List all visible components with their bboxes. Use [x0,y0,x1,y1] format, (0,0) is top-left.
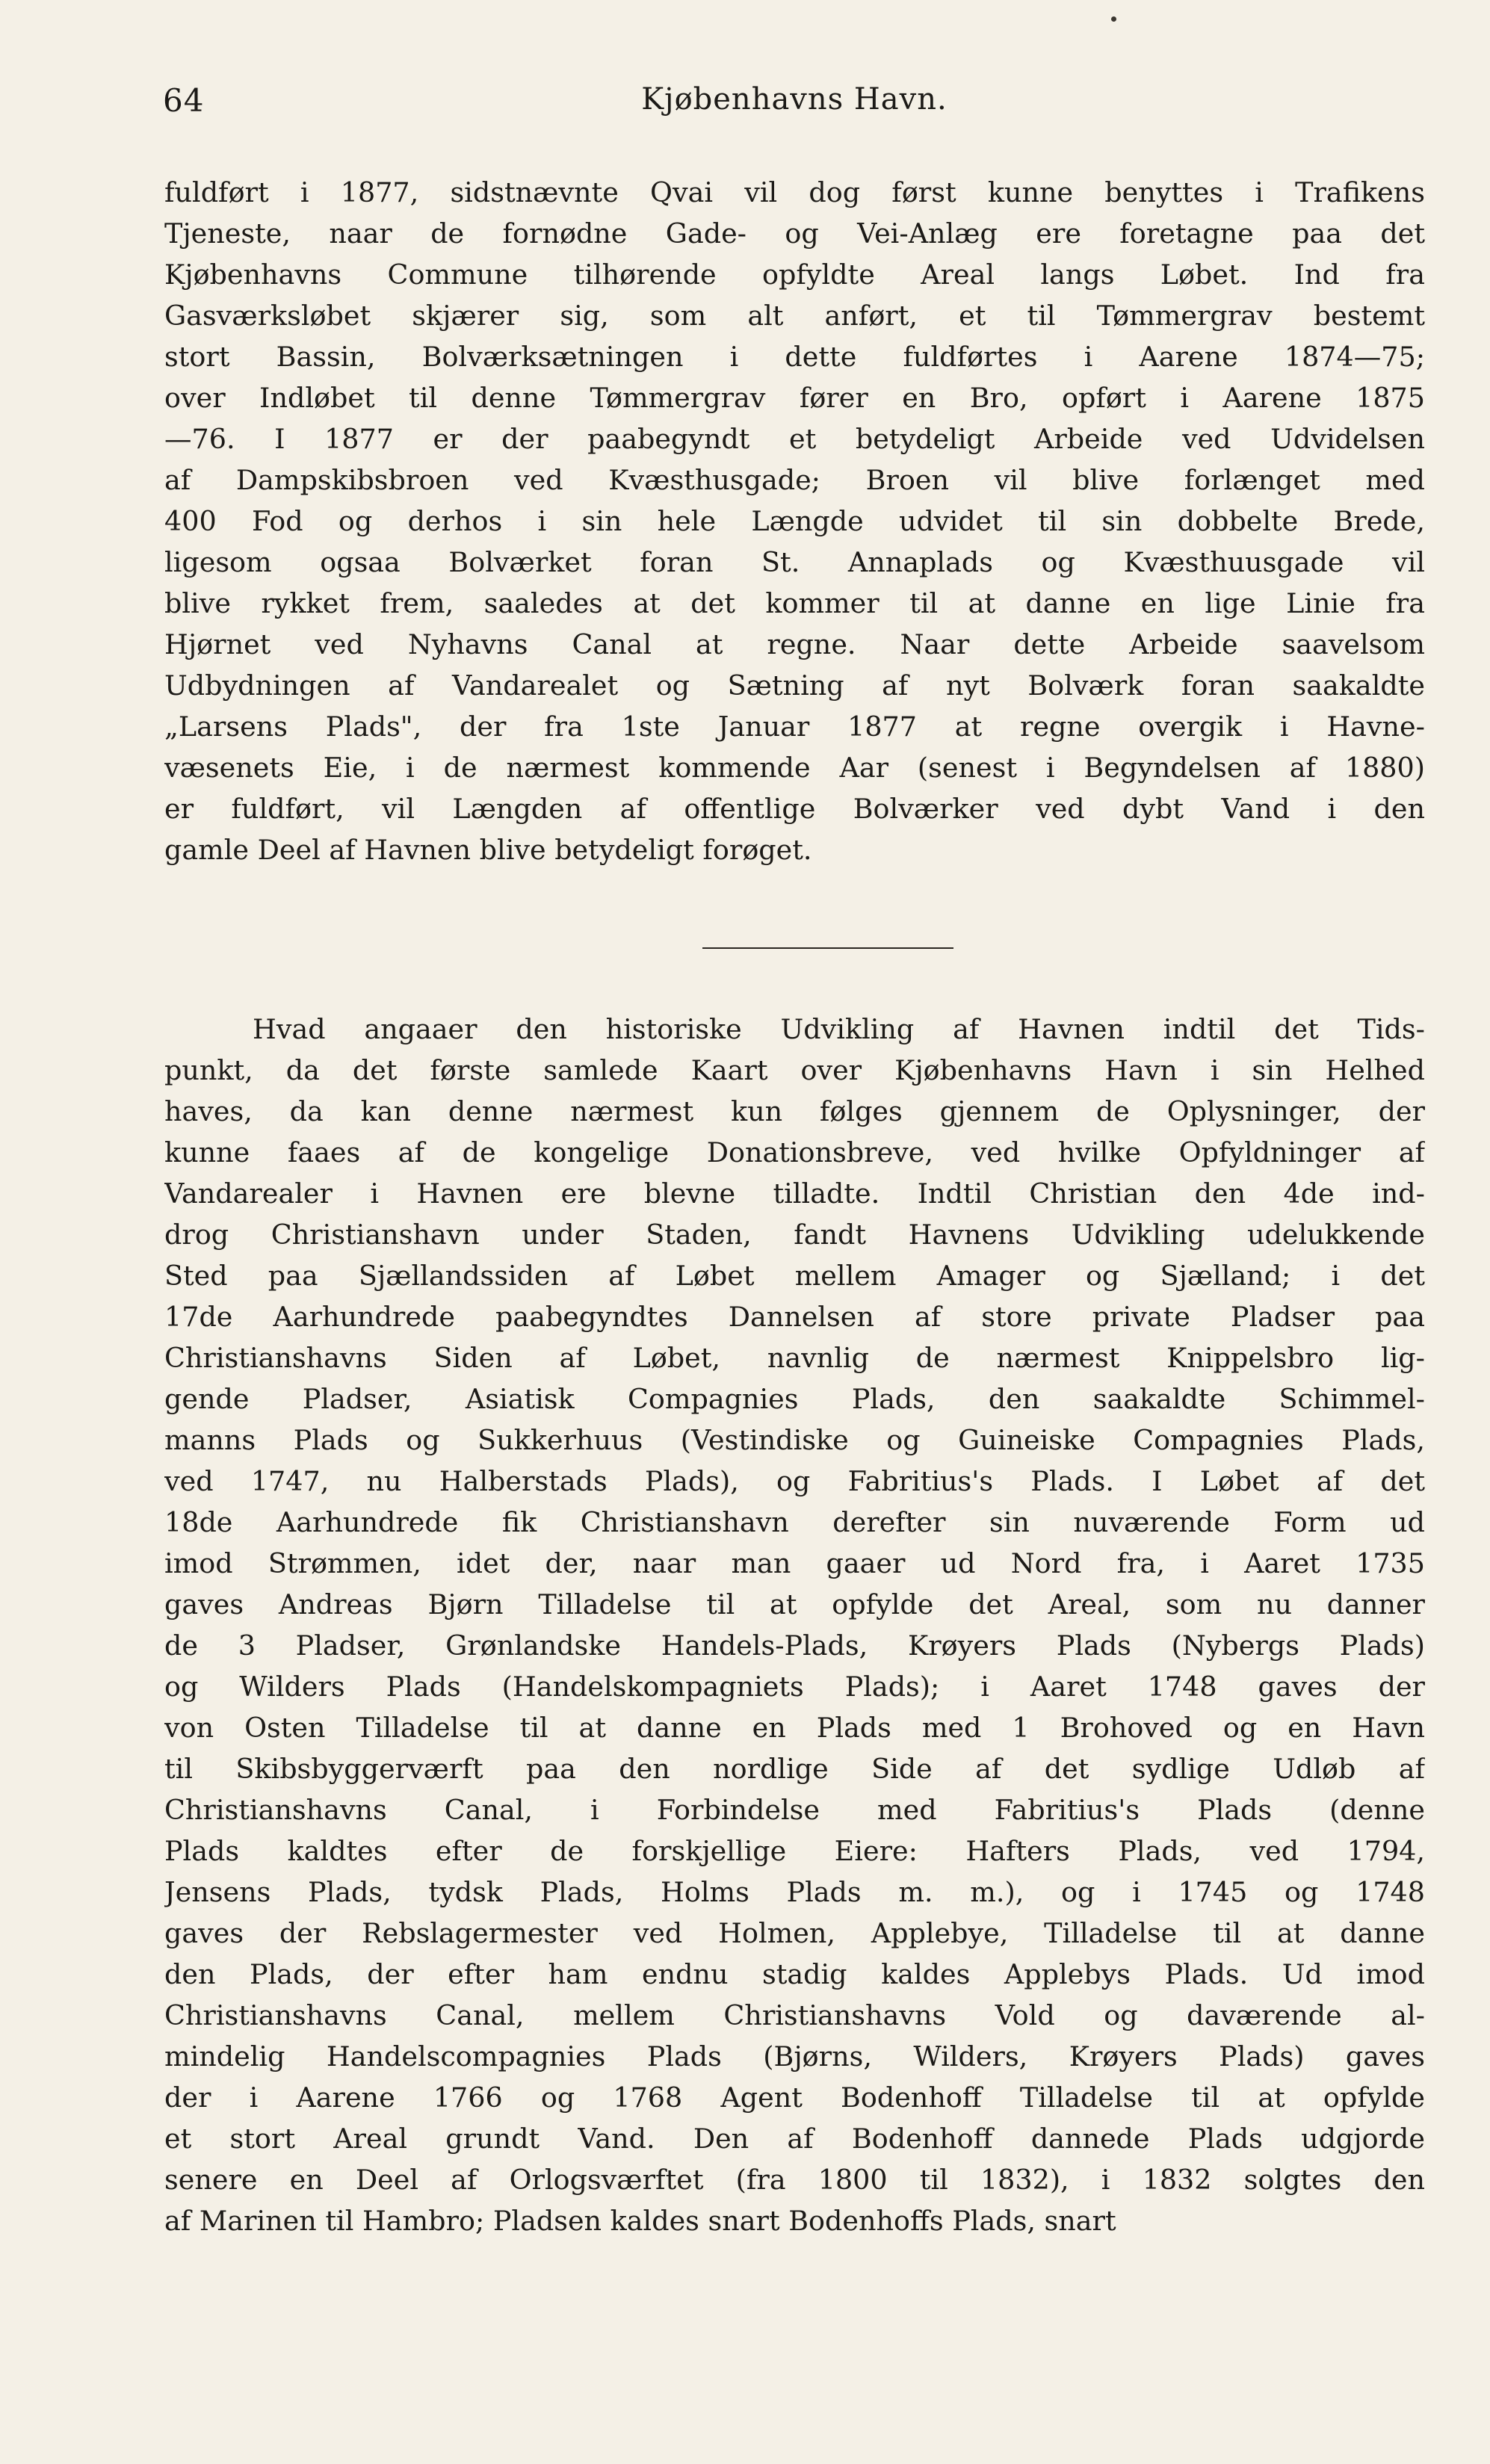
page-header [163,81,1426,126]
text-line: et stort Areal grundt Vand. Den af Bodenhoff dannede Plads udgjorde [164,2123,1425,2155]
text-line: Kjøbenhavns Commune tilhørende opfyldte Areal langs Løbet. Ind fra [164,259,1425,291]
text-line: til Skibsbyggerværft paa den nordlige Side af det sydlige Udløb af [164,1753,1425,1785]
text-line: von Osten Tilladelse til at danne en Plads med 1 Brohoved og en Havn [164,1712,1425,1744]
text-line: 18de Aarhundrede fik Christianshavn derefter sin nuværende Form ud [164,1506,1425,1538]
text-line: Vandarealer i Havnen ere blevne tilladte. Indtil Christian den 4de ind- [164,1177,1425,1210]
text-line: Plads kaldtes efter de forskjellige Eiere: Hafters Plads, ved 1794, [164,1835,1425,1867]
text-line: Sted paa Sjællandssiden af Løbet mellem Amager og Sjælland; i det [164,1260,1425,1292]
text-line: er fuldført, vil Længden af offentlige Bolværker ved dybt Vand i den [164,793,1425,825]
text-line: manns Plads og Sukkerhuus (Vestindiske og Guineiske Compagnies Plads, [164,1424,1425,1456]
text-line: de 3 Pladser, Grønlandske Handels-Plads, Krøyers Plads (Nybergs Plads) [164,1629,1425,1662]
text-line: fuldført i 1877, sidstnævnte Qvai vil dog først kunne benyttes i Trafikens [164,176,1425,208]
section-divider [702,947,953,949]
text-line: og Wilders Plads (Handelskompagniets Plads); i Aaret 1748 gaves der [164,1671,1425,1703]
paragraph-harbour-works [164,172,1425,870]
text-line: gaves der Rebslagermester ved Holmen, Applebye, Tilladelse til at danne [164,1917,1425,1949]
text-line: kunne faaes af de kongelige Donationsbreve, ved hvilke Opfyldninger af [164,1136,1425,1168]
text-line: Gasværksløbet skjærer sig, som alt anført, et til Tømmergrav bestemt [164,300,1425,332]
text-line: punkt, da det første samlede Kaart over Kjøbenhavns Havn i sin Helhed [164,1054,1425,1086]
running-title: Kjøbenhavns Havn. [641,82,948,117]
text-line: imod Strømmen, idet der, naar man gaaer ud Nord fra, i Aaret 1735 [164,1547,1425,1579]
text-line: „Larsens Plads", der fra 1ste Januar 1877 at regne overgik i Havne- [164,711,1425,743]
text-line: den Plads, der efter ham endnu stadig kaldes Applebys Plads. Ud imod [164,1958,1425,1990]
text-line: ligesom ogsaa Bolværket foran St. Annaplads og Kvæsthuusgade vil [164,546,1425,578]
text-line: drog Christianshavn under Staden, fandt Havnens Udvikling udelukkende [164,1219,1425,1251]
text-line: ved 1747, nu Halberstads Plads), og Fabritius's Plads. I Løbet af det [164,1465,1425,1497]
text-line: stort Bassin, Bolværksætningen i dette fuldførtes i Aarene 1874—75; [164,341,1425,373]
text-line: af Marinen til Hambro; Pladsen kaldes snart Bodenhoffs Plads, snart [164,2205,1116,2237]
text-line: gamle Deel af Havnen blive betydeligt forøget. [164,834,812,866]
text-line: —76. I 1877 er der paabegyndt et betydeligt Arbeide ved Udvidelsen [164,423,1425,455]
text-line: Hvad angaaer den historiske Udvikling af Havnen indtil det Tids- [253,1013,1425,1045]
paragraph-historical-development [164,1009,1425,2241]
text-line: der i Aarene 1766 og 1768 Agent Bodenhoff Tilladelse til at opfylde [164,2081,1425,2114]
text-line: gaves Andreas Bjørn Tilladelse til at opfylde det Areal, som nu danner [164,1588,1425,1621]
ink-speck [1111,16,1116,22]
text-line: mindelig Handelscompagnies Plads (Bjørns, Wilders, Krøyers Plads) gaves [164,2040,1425,2073]
text-line: over Indløbet til denne Tømmergrav fører en Bro, opført i Aarene 1875 [164,382,1425,414]
text-line: Christianshavns Canal, i Forbindelse med Fabritius's Plads (denne [164,1794,1425,1826]
text-line: 17de Aarhundrede paabegyndtes Dannelsen af store private Pladser paa [164,1301,1425,1333]
text-line: Udbydningen af Vandarealet og Sætning af nyt Bolværk foran saakaldte [164,669,1425,702]
text-line: haves, da kan denne nærmest kun følges gjennem de Oplysninger, der [164,1095,1425,1127]
page-number: 64 [163,82,205,119]
text-line: Hjørnet ved Nyhavns Canal at regne. Naar dette Arbeide saavelsom [164,628,1425,660]
text-line: væsenets Eie, i de nærmest kommende Aar (senest i Begyndelsen af 1880) [164,752,1425,784]
text-line: Christianshavns Canal, mellem Christianshavns Vold og daværende al- [164,1999,1425,2031]
text-line: 400 Fod og derhos i sin hele Længde udvidet til sin dobbelte Brede, [164,505,1425,537]
text-line: senere en Deel af Orlogsværftet (fra 1800 til 1832), i 1832 solgtes den [164,2164,1425,2196]
text-line: Christianshavns Siden af Løbet, navnlig de nærmest Knippelsbro lig- [164,1342,1425,1374]
text-line: gende Pladser, Asiatisk Compagnies Plads, den saakaldte Schimmel- [164,1383,1425,1415]
text-line: af Dampskibsbroen ved Kvæsthusgade; Broen vil blive forlænget med [164,464,1425,496]
text-line: Tjeneste, naar de fornødne Gade- og Vei-Anlæg ere foretagne paa det [164,217,1425,250]
text-line: blive rykket frem, saaledes at det kommer til at danne en lige Linie fra [164,587,1425,619]
text-line: Jensens Plads, tydsk Plads, Holms Plads m. m.), og i 1745 og 1748 [164,1876,1425,1908]
